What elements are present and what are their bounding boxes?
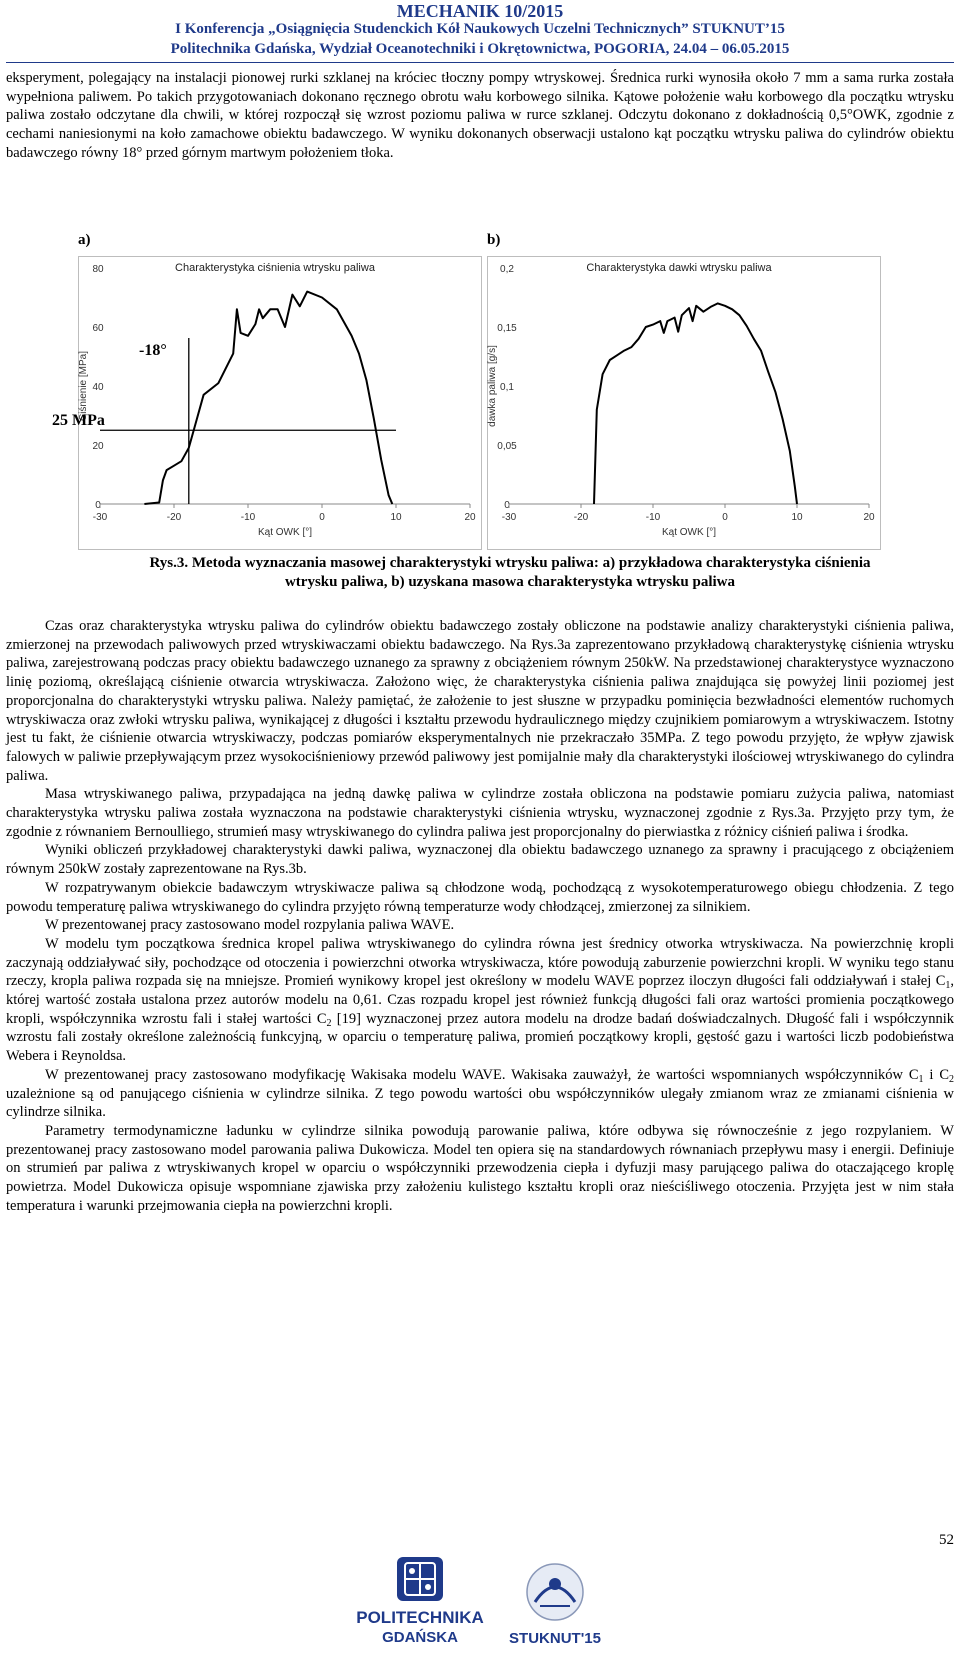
chart-a-ytick-label: 20 (92, 441, 104, 452)
chart-a-ylabel: Ciśnienie [MPa] (78, 350, 89, 422)
intro-text: eksperyment, polegający na instalacji pionowej rurki szklanej na króciec tłoczny pompy wtryskowej. Średnica rurki wynosiła około 7 mm a sama rurka została wypełniona paliwem. Po takich przygotowaniach dokonano ręcznego obrotu wału korbowego silnika. Kątowe położenie wału korbowego dla początku wtrysku paliwa zostało odczytane dla chwili, w której rozpoczął się wzrost poziomu paliwa w rurce szklanej. Odczytu dokonano z dokładnością 0,5°OWK, zgodnie z cechami naniesionymi na koło zamachowe obiektu badawczego. W wyniku dokonanych obserwacji ustalono kąt początku wtrysku paliwa do cylindrów obiektu badawczego równy 18° przed górnym martwym położeniem tłoka. (6, 70, 954, 161)
chart-a-xtick-label: 20 (464, 512, 476, 523)
paragraph-7 (6, 1066, 954, 1122)
chart-a-xtick-label: 10 (390, 512, 402, 523)
chart-a-ytick-label: 40 (92, 382, 104, 393)
paragraph-4: W rozpatrywanym obiekcie badawczym wtryskiwacze paliwa są chłodzone wodą, pochodzącą z wysokotemperaturowego obiegu chłodzenia. Z tego powodu temperaturę paliwa wtryskiwanego do cylindra przyjęto równą temperaturze wody chłodzącej, zmierzonej za silnikiem. (6, 879, 954, 915)
chart-b-xtick-label: -20 (573, 512, 589, 523)
chart-a-ytick-label: 80 (92, 264, 104, 275)
chart-b-ytick-label: 0,15 (497, 323, 517, 334)
conference-venue: Politechnika Gdańska, Wydział Oceanotechniki i Okrętownictwa, POGORIA, 24.04 – 06.05.2015 (170, 41, 790, 57)
paragraph-5: W prezentowanej pracy zastosowano model rozpylania paliwa WAVE. (45, 917, 455, 934)
caption-line-2: wtrysku paliwa, b) uzyskana masowa charakterystyka wtrysku paliwa (284, 573, 736, 590)
annotation-pressure: 25 MPa (52, 412, 105, 429)
figure-caption (100, 554, 920, 591)
chart-b-frame (488, 257, 881, 550)
university-crest-icon (397, 1557, 443, 1601)
chart-b-xtick-label: -30 (501, 512, 517, 523)
figure-label-a: a) (78, 232, 91, 248)
chart-a-frame (79, 257, 482, 550)
logo-text-stuknut: STUKNUT'15 (509, 1630, 601, 1647)
paragraph-6 (6, 935, 954, 1066)
chart-b-ytick-label: 0,2 (500, 264, 514, 275)
chart-a-xlabel: Kąt OWK [°] (257, 527, 313, 538)
intro-paragraph (6, 69, 954, 163)
logo-politechnika-gdanska (345, 1553, 495, 1653)
paragraph-6-part-b: , której wartość została ustalona przez autorów modelu na 0,61. Czas rozpadu kropel jest również funkcją długości fali oraz wartości promienia początkowego kropli, współczynnika wzrostu fali i stałej wartości C (6, 973, 954, 1027)
chart-pressure (78, 256, 482, 550)
chart-b-xtick-label: 0 (722, 512, 728, 523)
logo-stuknut (500, 1558, 610, 1653)
chart-a-xtick-label: -20 (166, 512, 182, 523)
logo-text-gdanska: GDAŃSKA (382, 1629, 458, 1646)
chart-b-ylabel: dawka paliwa [g/s] (487, 345, 498, 427)
paragraph-6-part-a: W modelu tym początkowa średnica kropel paliwa wtryskiwanego do cylindra równa jest średnicy otworka wtryskiwacza. Na powierzchnię kropli zaczynają oddziaływać siły, pochodzące od otoczenia i powierzchni otworka wtryskiwacza, które powodują zaburzenie powierzchni kropli. W wyniku tego stanu rzeczy, kropla paliwa rozpada się na mniejsze. Promień wynikowy kropel jest określony w modelu WAVE poprzez iloczyn długości fali oddziaływań i stałej C (6, 935, 954, 990)
annotation-angle: -18° (139, 342, 167, 359)
journal-title: MECHANIK 10/2015 (396, 1, 564, 21)
chart-b-xtick-label: 20 (863, 512, 875, 523)
chart-b-xtick-label: -10 (645, 512, 661, 523)
page-number: 52 (939, 1532, 954, 1548)
chart-a-ytick-label: 0 (95, 500, 101, 511)
body-text (6, 617, 954, 1216)
chart-b-ytick-label: 0 (504, 500, 510, 511)
paragraph-1: Czas oraz charakterystyka wtrysku paliwa do cylindrów obiektu badawczego zostały obliczone na podstawie analizy charakterystyki ciśnienia paliwa, zmierzonej na przewodach paliwowych przed wtryskiwaczami obiektu badawczego. Na Rys.3a zaprezentowano przykładową charakterystykę ciśnienia wtrysku paliwa, zarejestrowaną podczas pracy obiektu badawczego uznanego za sprawny z obciążeniem równym 250kW. Na przedstawionej charakterystyce wyznaczono linię poziomą, określającą ciśnienie otwarcia wtryskiwacza. Założono więc, że charakterystyka ciśnienia paliwa znajdująca się powyżej linii poziomej jest proporcjonalna do charakterystyki wtrysku paliwa. Należy pamiętać, że założenie to jest słuszne w przypadku pominięcia bezwładności elementów ruchomych wtryskiwacza oraz zwłoki wtrysku paliwa, wynikającej z długości i kształtu przewodu hydraulicznego między czujnikiem pomiarowym a wtryskiwaczem. Istotny jest tu fakt, że ciśnienie otwarcia wtryskiwaczy, podczas pomiarów eksperymentalnych nie przekraczało 35MPa. Z tego powodu przyjęto, że wpływ zjawisk falowych w paliwie przepływającym przez wysokociśnieniowy przewód paliwowy jest pomijalnie mały dla charakterystyki ilościowej wtryskiwanego do cylindra paliwa. (6, 618, 954, 784)
chart-b-xtick-label: 10 (791, 512, 803, 523)
paragraph-8: Parametry termodynamiczne ładunku w cylindrze silnika powodują parowanie paliwa, które odbywa się równocześnie z jego rozpylaniem. W prezentowanej pracy zastosowano model parowania paliwa Dukowicza. Model ten opiera się na standardowych równaniach przepływu masy i energii. Definiuje on strumień par paliwa z wtryskiwanych kropel w oparciu o współczynniki przewodzenia ciepła i dyfuzji masy parującego paliwa do otaczającego kroplę powietrza. Model Dukowicza opisuje wspomniane zjawiska przy założeniu kulistego kształtu kropli oraz nieściśliwego otoczenia. Przyjęta jest w nim stała temperatura i warunki przejmowania ciepła na powierzchni kropli. (6, 1122, 954, 1214)
chart-b-ytick-label: 0,05 (497, 441, 517, 452)
conference-title: I Konferencja „Osiągnięcia Studenckich Kół Naukowych Uczelni Technicznych” STUKNUT’15 (175, 21, 785, 37)
paragraph-7-part-a: W prezentowanej pracy zastosowano modyfikację Wakisaka modelu WAVE. Wakisaka zauważył, że wartości wspomnianych współczynników C (45, 1066, 919, 1083)
logo-text-politechnika: POLITECHNIKA (356, 1608, 484, 1627)
chart-a-ytick-label: 60 (92, 323, 104, 334)
subscript-2b: 2 (949, 1073, 954, 1085)
header-rule (6, 62, 954, 63)
chart-b-title: Charakterystyka dawki wtrysku paliwa (586, 262, 772, 274)
chart-b-xlabel: Kąt OWK [°] (661, 527, 717, 538)
chart-a-xtick-label: 0 (319, 512, 325, 523)
caption-line-1: Rys.3. Metoda wyznaczania masowej charakterystyki wtrysku paliwa: a) przykładowa charakterystyka ciśnienia (149, 555, 871, 571)
paragraph-7-part-b: i C (923, 1066, 949, 1083)
stuknut-emblem-icon (527, 1564, 583, 1620)
chart-b-ytick-label: 0,1 (500, 382, 514, 393)
paragraph-6-part-c: [19] wyznaczonej przez autora modelu na drodze badań doświadczalnych. Długość fali i współczynnik wzrostu fali zostały określone zależnością funkcyjną, w oparciu o temperaturę paliwa, promień początkowy kropli, gęstość gazu i wartości liczb podobieństwa Webera i Reynoldsa. (6, 1010, 955, 1065)
chart-a-xtick-label: -30 (92, 512, 108, 523)
subscript-2: 2 (326, 1017, 332, 1029)
subscript-1: 1 (945, 980, 951, 992)
paragraph-7-part-c: uzależnione są od panującego ciśnienia w cylindrze silnika. Z tego powodu wartości obu współczynników ulegały zmianom wraz ze zmianami ciśnienia w cylindrze silnika. (6, 1085, 954, 1121)
paragraph-3: Wyniki obliczeń przykładowej charakterystyki dawki paliwa, wyznaczonej dla obiektu badawczego uznanego za sprawny i pracującego z obciążeniem równym 250kW zostały zaprezentowane na Rys.3b. (6, 842, 954, 878)
chart-a-xtick-label: -10 (240, 512, 256, 523)
subscript-1b: 1 (918, 1073, 924, 1085)
paragraph-2: Masa wtryskiwanego paliwa, przypadająca na jedną dawkę paliwa w cylindrze została obliczona na podstawie pomiaru zużycia paliwa, natomiast charakterystyka wtrysku paliwa została wyznaczona na podstawie charakterystyki ciśnienia wtrysku, wyznaczonej zgodnie z Rys.3a. Przyjęto przy tym, że zgodnie z równaniem Bernoulliego, strumień masy wtryskiwanego do cylindra paliwa jest proporcjonalny do pierwiastka z różnicy ciśnień paliwa i środka. (6, 786, 954, 840)
chart-a-title: Charakterystyka ciśnienia wtrysku paliwa (175, 262, 375, 274)
figure-label-b: b) (487, 232, 501, 248)
chart-dose (487, 256, 881, 550)
